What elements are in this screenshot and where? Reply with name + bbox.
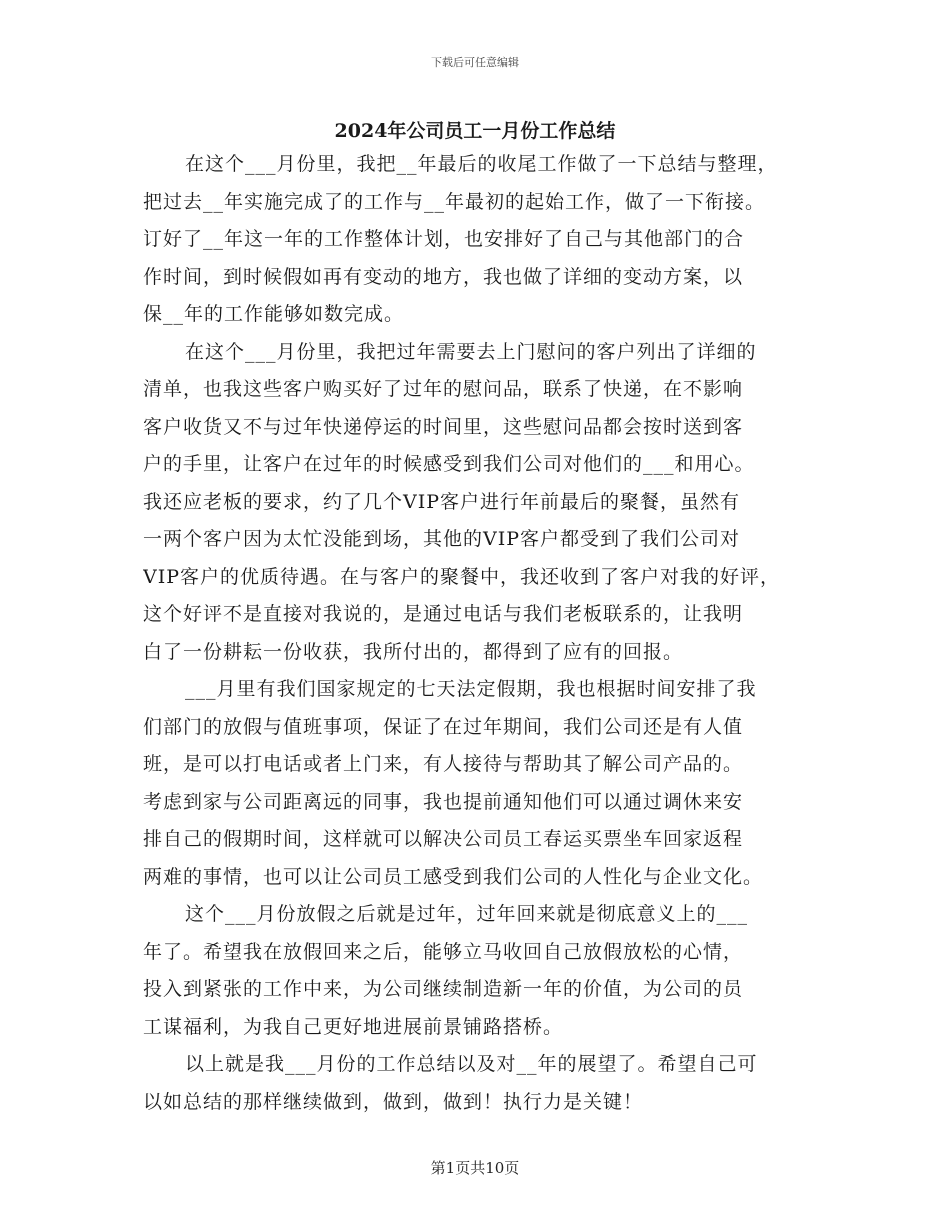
text-line: 排自己的假期时间，这样就可以解决公司员工春运买票坐车回家返程 xyxy=(143,828,744,850)
text-line: 这个好评不是直接对我说的，是通过电话与我们老板联系的，让我明 xyxy=(143,603,744,625)
text-line: 一两个客户因为太忙没能到场，其他的VIP客户都受到了我们公司对 xyxy=(143,528,741,550)
text-line: 班，是可以打电话或者上门来，有人接待与帮助其了解公司产品的。 xyxy=(143,753,744,775)
text-line: 以如总结的那样继续做到，做到，做到！执行力是关键！ xyxy=(143,1090,644,1113)
text-line: 作时间，到时候假如再有变动的地方，我也做了详细的变动方案，以 xyxy=(143,265,744,288)
text-line: 客户收货又不与过年快递停运的时间里，这些慰问品都会按时送到客 xyxy=(143,415,744,438)
text-line: 投入到紧张的工作中来，为公司继续制造新一年的价值，为公司的员 xyxy=(143,978,744,1000)
text-line: 订好了__年这一年的工作整体计划，也安排好了自己与其他部门的合 xyxy=(143,228,745,250)
text-line: 把过去__年实施完成了的工作与__年最初的起始工作，做了一下衔接。 xyxy=(143,190,766,213)
text-line: 两难的事情，也可以让公司员工感受到我们公司的人性化与企业文化。 xyxy=(143,865,764,888)
text-line: 这个___月份放假之后就是过年，过年回来就是彻底意义上的___ xyxy=(185,903,749,925)
text-line: 们部门的放假与值班事项，保证了在过年期间，我们公司还是有人值 xyxy=(143,715,744,738)
text-line: 在这个___月份里，我把过年需要去上门慰问的客户列出了详细的 xyxy=(185,340,757,363)
text-line: 以上就是我___月份的工作总结以及对__年的展望了。希望自己可 xyxy=(185,1053,758,1075)
document-title: 2024年公司员工一月份工作总结 xyxy=(334,120,616,142)
text-line: 户的手里，让客户在过年的时候感受到我们公司对他们的___和用心。 xyxy=(143,453,755,475)
text-line: 考虑到家与公司距离远的同事，我也提前通知他们可以通过调休来安 xyxy=(143,790,744,813)
text-line: 工谋福利，为我自己更好地进展前景铺路搭桥。 xyxy=(143,1015,564,1038)
page-number: 第1页共10页 xyxy=(430,1159,520,1177)
text-line: ___月里有我们国家规定的七天法定假期，我也根据时间安排了我 xyxy=(185,678,757,700)
text-line: 白了一份耕耘一份收获，我所付出的，都得到了应有的回报。 xyxy=(143,640,684,663)
text-line: VIP客户的优质待遇。在与客户的聚餐中，我还收到了客户对我的好评， xyxy=(143,565,781,588)
header-note: 下载后可任意编辑 xyxy=(431,56,519,69)
text-line: 清单，也我这些客户购买好了过年的慰问品，联系了快递，在不影响 xyxy=(143,378,744,400)
text-line: 年了。希望我在放假回来之后，能够立马收回自己放假放松的心情， xyxy=(143,940,744,963)
text-line: 保__年的工作能够如数完成。 xyxy=(143,303,405,325)
text-line: 我还应老板的要求，约了几个VIP客户进行年前最后的聚餐，虽然有 xyxy=(143,490,741,513)
document-body xyxy=(143,146,823,1121)
text-line: 在这个___月份里，我把__年最后的收尾工作做了一下总结与整理， xyxy=(185,153,778,175)
